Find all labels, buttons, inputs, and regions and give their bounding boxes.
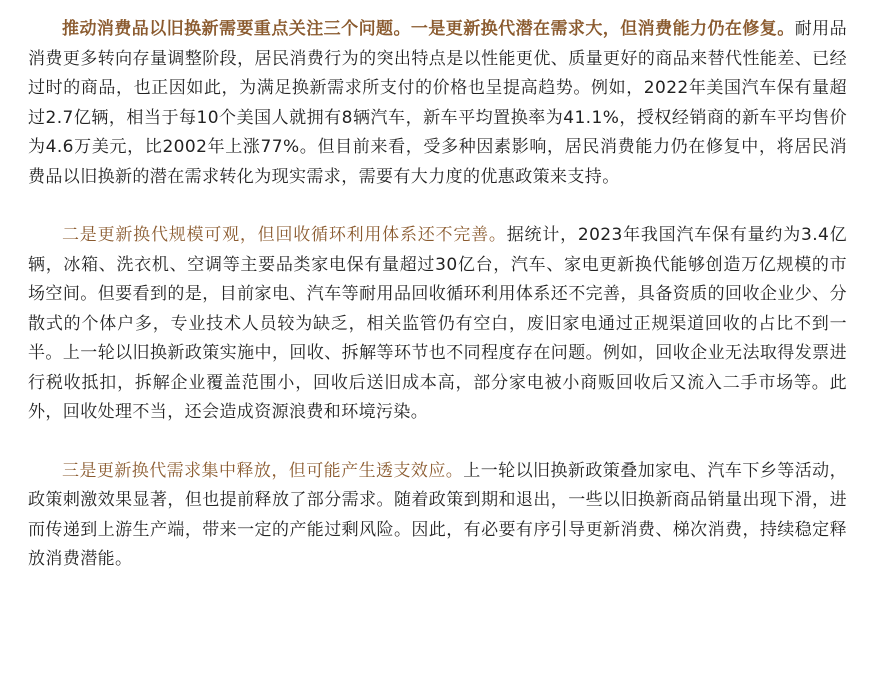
- paragraph-1-lead: 推动消费品以旧换新需要重点关注三个问题。一是更新换代潜在需求大，但消费能力仍在修复。: [62, 19, 795, 39]
- paragraph-3: [28, 457, 847, 575]
- paragraph-3-lead: 三是更新换代需求集中释放，但可能产生透支效应。: [62, 460, 464, 481]
- paragraph-2-lead: 二是更新换代规模可观，但回收循环利用体系还不完善。: [62, 225, 507, 245]
- paragraph-2-body: 据统计，2023年我国汽车保有量约为3.4亿辆，冰箱、洗衣机、空调等主要品类家电保有量超过30亿台，汽车、家电更新换代能够创造万亿规模的市场空间。但要看到的是，目前家电、汽车等耐用品回收循环利用体系还不完善，具备资质的回收企业少、分散式的个体户多，专业技术人员较为缺乏，相关监管仍有空白，废旧家电通过正规渠道回收的占比不到一半。上一轮以旧换新政策实施中，回收、拆解等环节也不同程度存在问题。例如，回收企业无法取得发票进行税收抵扣，拆解企业覆盖范围小，回收后送旧成本高，部分家电被小商贩回收后又流入二手市场等。此外，回收处理不当，还会造成资源浪费和环境污染。: [28, 225, 848, 422]
- paragraph-1: [28, 15, 847, 192]
- paragraph-3-body: 上一轮以旧换新政策叠加家电、汽车下乡等活动，政策刺激效果显著，但也提前释放了部分需求。随着政策到期和退出，一些以旧换新商品销量出现下滑，进而传递到上游生产端，带来一定的产能过剩风险。因此，有必要有序引导更新消费、梯次消费，持续稳定释放消费潜能。: [28, 460, 847, 569]
- paragraph-2: [28, 221, 847, 428]
- paragraph-1-body: 耐用品消费更多转向存量调整阶段，居民消费行为的突出特点是以性能更优、质量更好的商品来替代性能差、已经过时的商品，也正因如此，为满足换新需求所支付的价格也呈提高趋势。例如，2022年美国汽车保有量超过2.7亿辆，相当于每10个美国人就拥有8辆汽车，新车平均置换率为41.1%，授权经销商的新车平均售价为4.6万美元，比2002年上涨77%。但目前来看，受多种因素影响，居民消费能力仍在修复中，将居民消费品以旧换新的潜在需求转化为现实需求，需要有大力度的优惠政策来支持。: [28, 19, 847, 187]
